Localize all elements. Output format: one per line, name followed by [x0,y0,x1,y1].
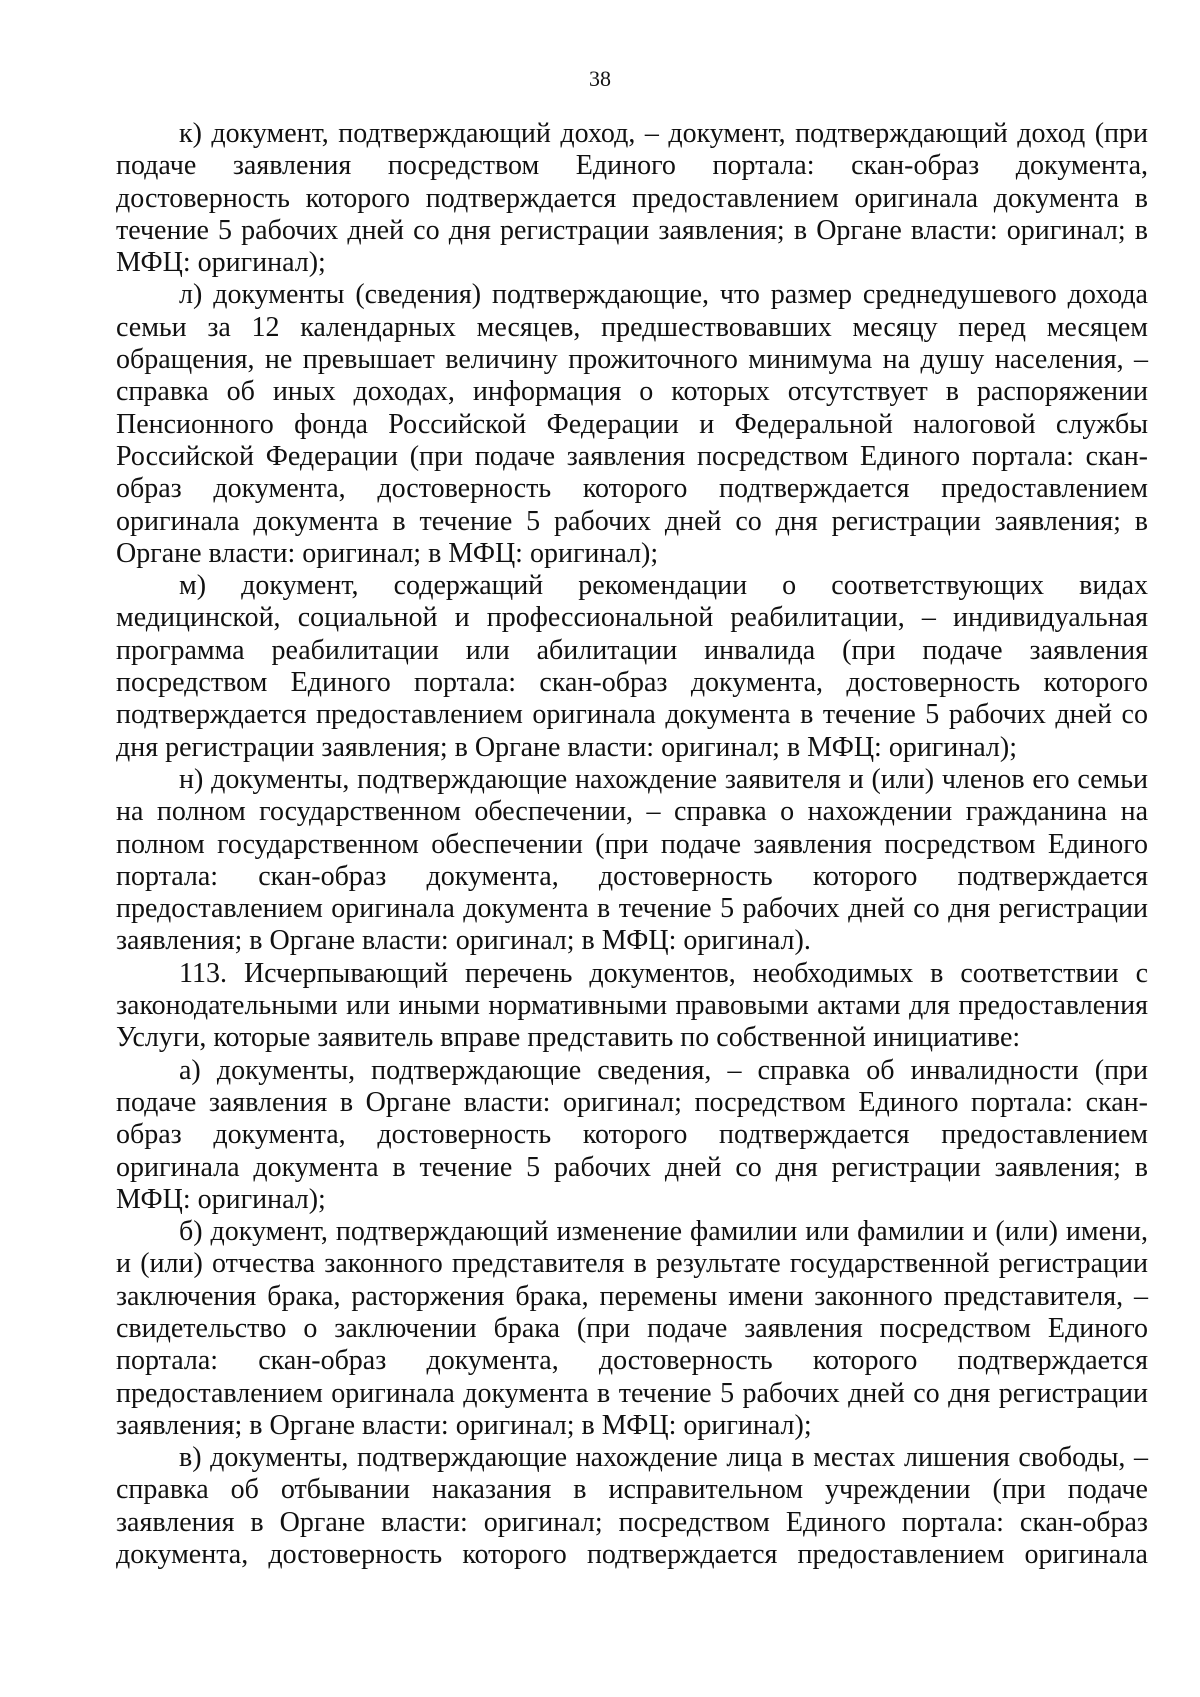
paragraph-v: в) документы, подтверждающие нахождение лица в местах лишения свободы, – справка об отбывании наказания в исправительном учреждении (при подаче заявления в Органе власти: оригинал; посредством Единого портала: скан-образ документа, достоверность которого подтверждается предоставлением оригинала [116,1442,1148,1571]
paragraph-b: б) документ, подтверждающий изменение фамилии или фамилии и (или) имени, и (или) отчества законного представителя в результате государственной регистрации заключения брака, расторжения брака, перемены имени законного представителя, – свидетельство о заключении брака (при подаче заявления посредством Единого портала: скан-образ документа, достоверность которого подтверждается предоставлением оригинала документа в течение 5 рабочих дней со дня регистрации заявления; в Органе власти: оригинал; в МФЦ: оригинал); [116,1216,1148,1441]
paragraph-113: 113. Исчерпывающий перечень документов, необходимых в соответствии с законодательными или иными нормативными правовыми актами для предоставления Услуги, которые заявитель вправе представить по собственной инициативе: [116,957,1148,1054]
paragraph-n: н) документы, подтверждающие нахождение заявителя и (или) членов его семьи на полном государственном обеспечении, – справка о нахождении гражданина на полном государственном обеспечении (при подаче заявления посредством Единого портала: скан-образ документа, достоверность которого подтверждается предоставлением оригинала документа в течение 5 рабочих дней со дня регистрации заявления; в Органе власти: оригинал; в МФЦ: оригинал). [116,763,1148,957]
paragraph-m: м) документ, содержащий рекомендации о соответствующих видах медицинской, социальной и профессиональной реабилитации, – индивидуальная программа реабилитации или абилитации инвалида (при подаче заявления посредством Единого портала: скан-образ документа, достоверность которого подтверждается предоставлением оригинала документа в течение 5 рабочих дней со дня регистрации заявления; в Органе власти: оригинал; в МФЦ: оригинал); [116,570,1148,763]
paragraph-a: а) документы, подтверждающие сведения, – справка об инвалидности (при подаче заявления в Органе власти: оригинал; посредством Единого портала: скан-образ документа, достоверность которого подтверждается предоставлением оригинала документа в течение 5 рабочих дней со дня регистрации заявления; в МФЦ: оригинал); [116,1054,1148,1215]
page-number: 38 [589,66,611,91]
paragraph-l: л) документы (сведения) подтверждающие, что размер среднедушевого дохода семьи за 12 календарных месяцев, предшествовавших месяцу перед месяцем обращения, не превышает величину прожиточного минимума на душу населения, – справка об иных доходах, информация о которых отсутствует в распоряжении Пенсионного фонда Российской Федерации и Федеральной налоговой службы Российской Федерации (при подаче заявления посредством Единого портала: скан-образ документа, достоверность которого подтверждается предоставлением оригинала документа в течение 5 рабочих дней со дня регистрации заявления; в Органе власти: оригинал; в МФЦ: оригинал); [116,279,1148,569]
document-body [116,118,1148,1571]
paragraph-k: к) документ, подтверждающий доход, – документ, подтверждающий доход (при подаче заявления посредством Единого портала: скан-образ документа, достоверность которого подтверждается предоставлением оригинала документа в течение 5 рабочих дней со дня регистрации заявления; в Органе власти: оригинал; в МФЦ: оригинал); [116,118,1148,279]
